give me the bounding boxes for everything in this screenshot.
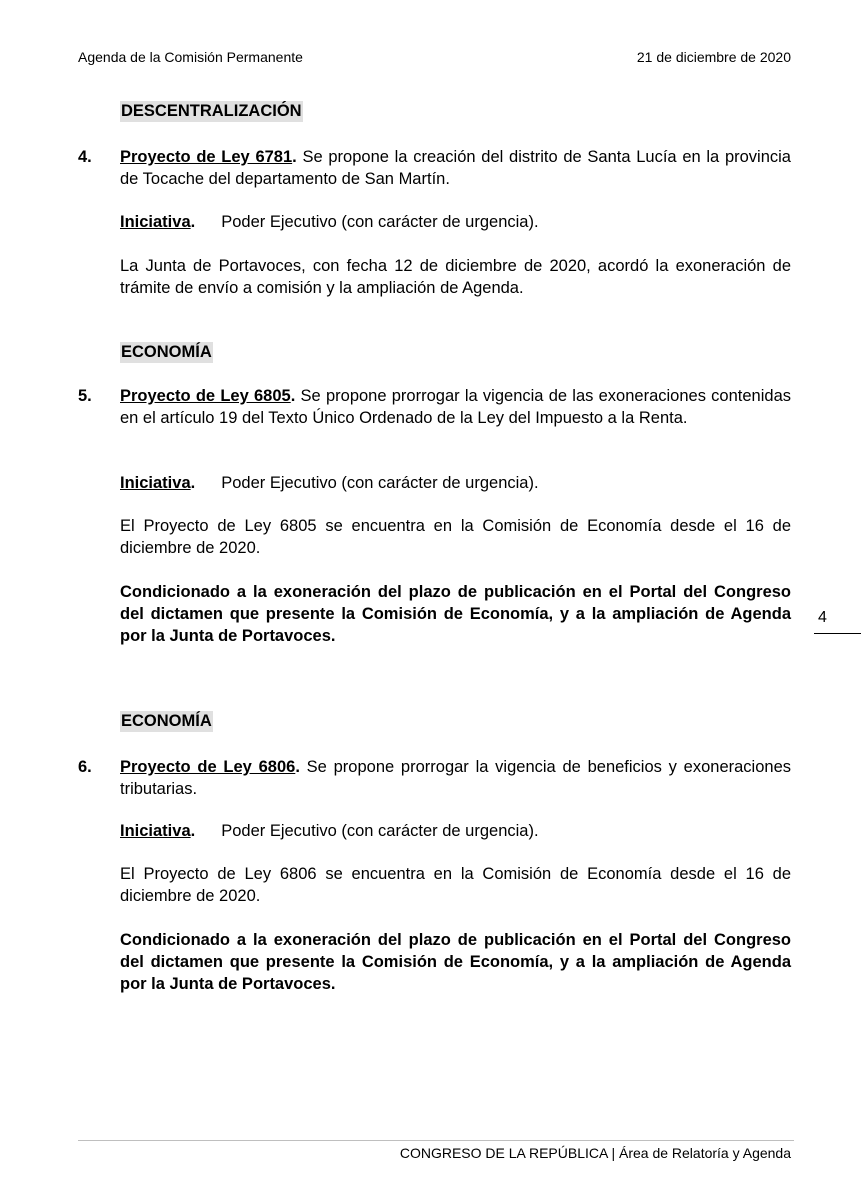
item-condition: Condicionado a la exoneración del plazo de publicación en el Portal del Congreso del dictamen que presente la Comisión de Economía, y a la ampliación de Agenda por la Junta de Portavoces. [120, 583, 791, 645]
item-summary: Proyecto de Ley 6781. Se propone la creación del distrito de Santa Lucía en la provincia de Tocache del departamento de San Martín. [120, 148, 791, 188]
bill-title: Proyecto de Ley 6806 [120, 758, 296, 776]
bill-title: Proyecto de Ley 6805 [120, 387, 291, 405]
initiative-line: Iniciativa. Poder Ejecutivo (con carácter de urgencia). [120, 474, 539, 492]
item-number: 6. [78, 758, 92, 776]
header-date: 21 de diciembre de 2020 [636, 49, 791, 65]
initiative-value: Poder Ejecutivo (con carácter de urgencia). [221, 474, 539, 492]
bill-summary: Se propone prorrogar la vigencia de beneficios y exoneraciones tributarias. [120, 758, 791, 798]
section-heading: ECONOMÍA [121, 712, 212, 730]
bill-title: Proyecto de Ley 6781 [120, 148, 293, 166]
initiative-line: Iniciativa. Poder Ejecutivo (con carácter de urgencia). [120, 822, 539, 840]
bill-summary: Se propone la creación del distrito de Santa Lucía en la provincia de Tocache del departamento de San Martín. [120, 148, 791, 188]
item-note: El Proyecto de Ley 6805 se encuentra en la Comisión de Economía desde el 16 de diciembre de 2020. [120, 517, 791, 557]
footer-text: CONGRESO DE LA REPÚBLICA | Área de Relatoría y Agenda [399, 1145, 791, 1161]
initiative-label: Iniciativa [120, 213, 191, 231]
header-title: Agenda de la Comisión Permanente [78, 49, 303, 65]
section-heading: DESCENTRALIZACIÓN [121, 102, 302, 120]
bill-summary: Se propone prorrogar la vigencia de las exoneraciones contenidas en el artículo 19 del Texto Único Ordenado de la Ley del Impuesto a la Renta. [120, 387, 791, 427]
initiative-line: Iniciativa. Poder Ejecutivo (con carácter de urgencia). [120, 213, 539, 231]
initiative-value: Poder Ejecutivo (con carácter de urgencia). [221, 213, 539, 231]
item-note: El Proyecto de Ley 6806 se encuentra en la Comisión de Economía desde el 16 de diciembre de 2020. [120, 865, 791, 905]
item-number: 5. [78, 387, 92, 405]
initiative-label: Iniciativa [120, 822, 191, 840]
section-heading: ECONOMÍA [121, 343, 212, 361]
page-number-rule [814, 633, 861, 634]
item-summary: Proyecto de Ley 6806. Se propone prorrogar la vigencia de beneficios y exoneraciones tributarias. [120, 758, 791, 798]
initiative-value: Poder Ejecutivo (con carácter de urgencia). [221, 822, 539, 840]
initiative-label: Iniciativa [120, 474, 191, 492]
item-number: 4. [78, 148, 92, 166]
item-note: La Junta de Portavoces, con fecha 12 de diciembre de 2020, acordó la exoneración de trámite de envío a comisión y la ampliación de Agenda. [120, 257, 791, 297]
item-condition: Condicionado a la exoneración del plazo de publicación en el Portal del Congreso del dictamen que presente la Comisión de Economía, y a la ampliación de Agenda por la Junta de Portavoces. [120, 931, 791, 993]
item-summary: Proyecto de Ley 6805. Se propone prorrogar la vigencia de las exoneraciones contenidas en el artículo 19 del Texto Único Ordenado de la Ley del Impuesto a la Renta. [120, 387, 791, 427]
footer-rule [78, 1140, 794, 1141]
page-number: 4 [818, 609, 827, 626]
